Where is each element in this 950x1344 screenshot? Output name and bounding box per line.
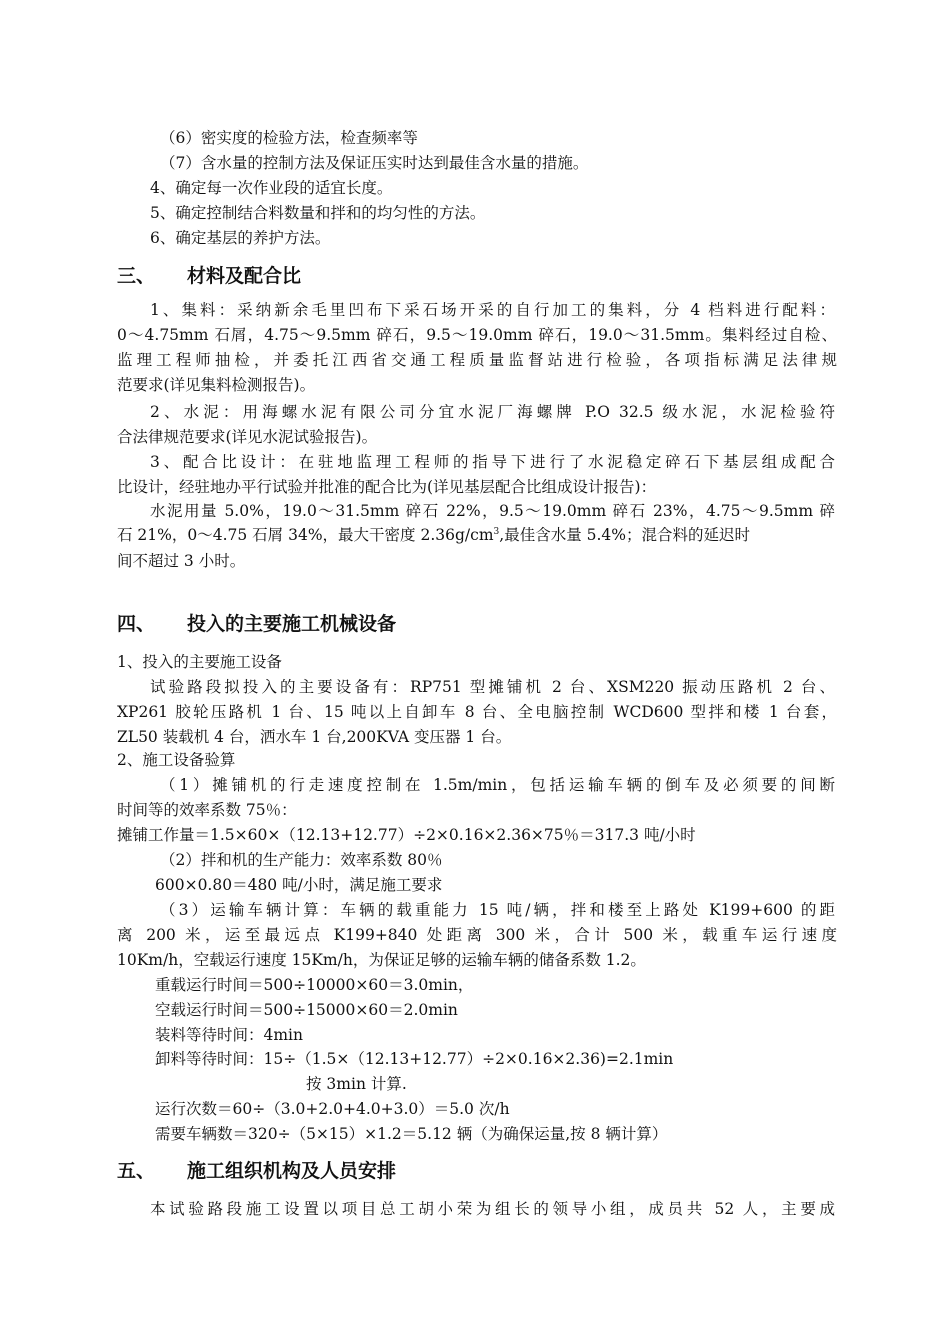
superscript: 3 (493, 526, 500, 537)
paragraph-line: （1）摊铺机的行走速度控制在 1.5m/min，包括运输车辆的倒车及必须要的间断 (160, 776, 835, 794)
section-5-title: 施工组织机构及人员安排 (187, 1160, 397, 1182)
paragraph-line: 离 200 米，运至最远点 K199+840 处距离 300 米，合计 500 米，载重车运行速度 (117, 926, 837, 944)
paragraph-line: 水泥用量 5.0%，19.0～31.5mm 碎石 22%，9.5～19.0mm 碎石 23%，4.75～9.5mm 碎 (150, 502, 835, 520)
formula-line: 运行次数＝60÷（3.0+2.0+4.0+3.0）＝5.0 次/h (155, 1100, 510, 1118)
paragraph-line: （2）拌和机的生产能力：效率系数 80％ (160, 851, 443, 869)
paragraph-line: 试验路段拟投入的主要设备有：RP751 型摊铺机 2 台、XSM220 振动压路机 2 台、 (150, 678, 835, 696)
section-3-title: 材料及配合比 (187, 265, 302, 287)
formula-line: 卸料等待时间：15÷（1.5×（12.13+12.77）÷2×0.16×2.36)=2.1min (155, 1050, 674, 1068)
formula-line: 600×0.80＝480 吨/小时，满足施工要求 (155, 876, 443, 894)
list-item-6: （6）密实度的检验方法，检查频率等 (160, 129, 418, 147)
formula-line: 装料等待时间：4min (155, 1026, 303, 1044)
section-4-heading (117, 610, 396, 638)
paragraph-line: 10Km/h，空载运行速度 15Km/h，为保证足够的运输车辆的储备系数 1.2。 (117, 951, 646, 969)
formula-line: 需要车辆数＝320÷（5×15）×1.2＝5.12 辆（为确保运量,按 8 辆计算） (155, 1125, 668, 1143)
paragraph-line: 范要求(详见集料检测报告)。 (117, 376, 316, 394)
paragraph-line: XP261 胶轮压路机 1 台、15 吨以上自卸车 8 台、全电脑控制 WCD600 型拌和楼 1 台套， (117, 703, 837, 721)
paragraph-line: 1、集料：采纳新余毛里凹布下采石场开采的自行加工的集料，分 4 档料进行配料： (150, 301, 835, 319)
subheading: 1、投入的主要施工设备 (117, 653, 282, 671)
paragraph-line: 2、水泥：用海螺水泥有限公司分宜水泥厂海螺牌 P.O 32.5 级水泥，水泥检验符 (150, 403, 835, 421)
list-item-6b: 6、确定基层的养护方法。 (150, 229, 331, 247)
list-item-4: 4、确定每一次作业段的适宜长度。 (150, 179, 393, 197)
formula-line: 按 3min 计算. (306, 1075, 407, 1093)
text-span: 石 21%，0～4.75 石屑 34%，最大干密度 2.36g/cm (117, 526, 494, 544)
paragraph-line: 0～4.75mm 石屑，4.75～9.5mm 碎石，9.5～19.0mm 碎石，19.0～31.5mm。集料经过自检、 (117, 326, 837, 344)
section-5-heading (117, 1157, 396, 1185)
section-3-heading (117, 262, 301, 290)
section-5-number: 五、 (117, 1160, 156, 1182)
formula-line: 重载运行时间＝500÷10000×60＝3.0min， (155, 976, 474, 994)
subheading: 2、施工设备验算 (117, 751, 236, 769)
formula-line: 摊铺工作量＝1.5×60×（12.13+12.77）÷2×0.16×2.36×75％＝317.3 吨/小时 (117, 826, 696, 844)
paragraph-line: 比设计，经驻地办平行试验并批准的配合比为(详见基层配合比组成设计报告)： (117, 478, 657, 496)
section-4-title: 投入的主要施工机械设备 (187, 613, 397, 635)
text-span: ,最佳含水量 5.4%；混合料的延迟时 (499, 526, 750, 544)
paragraph-line (117, 523, 837, 547)
paragraph-line: 合法律规范要求(详见水泥试验报告)。 (117, 428, 378, 446)
section-3-number: 三、 (117, 265, 156, 287)
paragraph-line: 本试验路段施工设置以项目总工胡小荣为组长的领导小组，成员共 52 人，主要成 (150, 1200, 835, 1218)
list-item-7: （7）含水量的控制方法及保证压实时达到最佳含水量的措施。 (160, 154, 589, 172)
paragraph-line: 监理工程师抽检，并委托江西省交通工程质量监督站进行检验，各项指标满足法律规 (117, 351, 837, 369)
paragraph-line: ZL50 装载机 4 台，洒水车 1 台,200KVA 变压器 1 台。 (117, 728, 512, 746)
paragraph-line: 时间等的效率系数 75％： (117, 801, 297, 819)
section-4-number: 四、 (117, 613, 156, 635)
paragraph-line: （3）运输车辆计算：车辆的载重能力 15 吨/辆，拌和楼至上路处 K199+600 的距 (160, 901, 835, 919)
paragraph-line: 间不超过 3 小时。 (117, 552, 246, 570)
formula-line: 空载运行时间＝500÷15000×60＝2.0min (155, 1001, 458, 1019)
paragraph-line: 3、配合比设计：在驻地监理工程师的指导下进行了水泥稳定碎石下基层组成配合 (150, 453, 835, 471)
list-item-5: 5、确定控制结合料数量和拌和的均匀性的方法。 (150, 204, 486, 222)
